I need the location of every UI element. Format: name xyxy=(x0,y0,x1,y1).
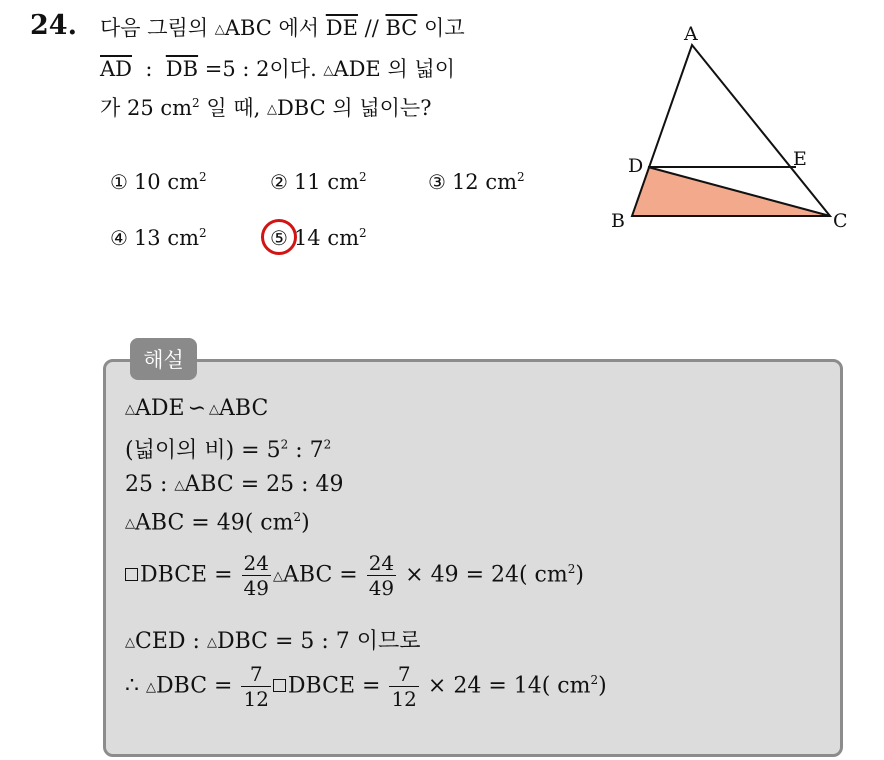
choice-number: ① xyxy=(110,170,128,194)
exponent: 2 xyxy=(567,562,576,577)
fraction xyxy=(389,662,418,711)
denominator: 49 xyxy=(368,576,395,600)
numerator: 7 xyxy=(241,662,270,687)
numerator: 24 xyxy=(243,551,269,575)
exponent: 2 xyxy=(359,226,367,240)
choice-number: ④ xyxy=(110,226,128,250)
solution-text: ABC = 49( cm xyxy=(135,510,294,536)
solution-text: ) xyxy=(575,562,584,588)
choice-4[interactable] xyxy=(110,226,207,250)
solution-text: ) xyxy=(301,510,310,536)
fraction xyxy=(242,551,271,600)
numerator: 7 xyxy=(389,662,418,687)
triangle-icon: △ xyxy=(125,516,135,532)
label-c: C xyxy=(833,210,848,232)
solution-tag: 해설 xyxy=(130,338,197,380)
segment-de: $\overline{DE}$ xyxy=(325,16,358,40)
solution-line-3 xyxy=(125,472,344,497)
solution-text: ABC = 25 : 49 xyxy=(184,472,344,497)
question-number: 24. xyxy=(30,10,77,41)
question-text: 이고 xyxy=(417,16,465,40)
triangle-icon: △ xyxy=(214,22,225,37)
denominator: 12 xyxy=(243,687,269,711)
exponent: 2 xyxy=(192,96,200,110)
solution-line-7 xyxy=(125,662,607,711)
exponent: 2 xyxy=(293,510,302,524)
solution-text: × 49 = 24( cm xyxy=(398,562,568,588)
solution-text: ABC = xyxy=(282,562,365,588)
solution-line-4 xyxy=(125,510,310,535)
parallel-symbol: // xyxy=(357,16,386,40)
label-a: A xyxy=(684,23,698,45)
exponent: 2 xyxy=(199,170,207,184)
choice-number: ② xyxy=(270,170,288,194)
solution-text: CED : xyxy=(135,629,207,654)
fraction xyxy=(241,662,270,711)
triangle-icon: △ xyxy=(266,102,277,117)
similar-symbol: ∽ xyxy=(187,396,207,421)
solution-text: DBCE = xyxy=(287,673,388,699)
question-text: DBC xyxy=(276,96,326,120)
question-line-2 xyxy=(100,53,455,83)
triangle-icon: △ xyxy=(206,635,217,650)
solution-text: DBCE = xyxy=(140,562,240,588)
quadrilateral-icon xyxy=(273,679,286,692)
question-line-3 xyxy=(100,92,431,122)
segment-ad: $\overline{AD}$ xyxy=(100,57,133,81)
question-text: 의 넓이는? xyxy=(325,96,432,120)
choice-number: ⑤ xyxy=(270,226,288,250)
solution-line-2 xyxy=(125,433,331,464)
question-text: ABC xyxy=(224,16,272,40)
denominator: 49 xyxy=(243,576,269,600)
solution-text: × 24 = 14( cm xyxy=(420,673,591,699)
exponent: 2 xyxy=(359,170,367,184)
ratio-separator: : xyxy=(132,57,166,81)
label-d: D xyxy=(628,155,644,177)
solution-line-1 xyxy=(125,396,268,421)
triangle-icon: △ xyxy=(146,679,156,695)
quadrilateral-icon xyxy=(125,568,138,581)
question-text: 다음 그림의 xyxy=(100,16,215,40)
choice-1[interactable] xyxy=(110,170,207,194)
denominator: 12 xyxy=(391,687,417,711)
segment-db: $\overline{DB}$ xyxy=(165,57,199,81)
solution-text: ABC xyxy=(219,396,269,421)
choice-value: 11 cm xyxy=(293,170,360,194)
exponent: 2 xyxy=(199,226,207,240)
question-line-1 xyxy=(100,12,465,42)
question-text: 에서 xyxy=(271,16,326,40)
question-text: 가 25 cm xyxy=(100,96,193,120)
question-text: 의 넓이 xyxy=(380,57,455,81)
triangle-icon: △ xyxy=(174,478,185,493)
triangle-icon: △ xyxy=(323,63,334,78)
exponent: 2 xyxy=(280,437,289,452)
choice-value: 12 cm xyxy=(451,170,518,194)
triangle-icon: △ xyxy=(272,568,283,584)
choice-2[interactable] xyxy=(270,170,367,194)
solution-line-6 xyxy=(125,624,421,655)
solution-text: : 7 xyxy=(288,438,324,463)
solution-text: 25 : xyxy=(125,472,175,497)
solution-text: ) xyxy=(598,673,607,699)
triangle-icon: △ xyxy=(125,635,135,650)
answer-circle-mark xyxy=(261,219,297,255)
question-text: ADE xyxy=(333,57,381,81)
triangle-figure xyxy=(600,20,860,240)
fraction xyxy=(367,551,396,600)
solution-text: DBC = xyxy=(156,673,240,699)
therefore-symbol: ∴ xyxy=(125,673,146,699)
choice-value: 13 cm xyxy=(133,226,200,250)
solution-text: (넓이의 비) = 5 xyxy=(125,438,281,463)
choice-value: 14 cm xyxy=(293,226,360,250)
choice-number: ③ xyxy=(428,170,446,194)
solution-text: ADE xyxy=(135,396,185,421)
numerator: 24 xyxy=(368,551,395,575)
choice-value: 10 cm xyxy=(133,170,200,194)
exponent: 2 xyxy=(590,673,599,688)
solution-line-5 xyxy=(125,551,584,600)
exponent: 2 xyxy=(517,170,525,184)
triangle-icon: △ xyxy=(209,402,220,417)
exponent: 2 xyxy=(323,437,332,452)
label-b: B xyxy=(611,210,625,232)
triangle-icon: △ xyxy=(125,402,135,417)
label-e: E xyxy=(793,148,807,170)
solution-text: DBC = 5 : 7 이므로 xyxy=(216,629,421,654)
segment-bc: $\overline{BC}$ xyxy=(385,16,418,40)
choice-3[interactable] xyxy=(428,170,525,194)
question-text: =5 : 2이다. xyxy=(198,57,324,81)
question-text: 일 때, xyxy=(199,96,267,120)
